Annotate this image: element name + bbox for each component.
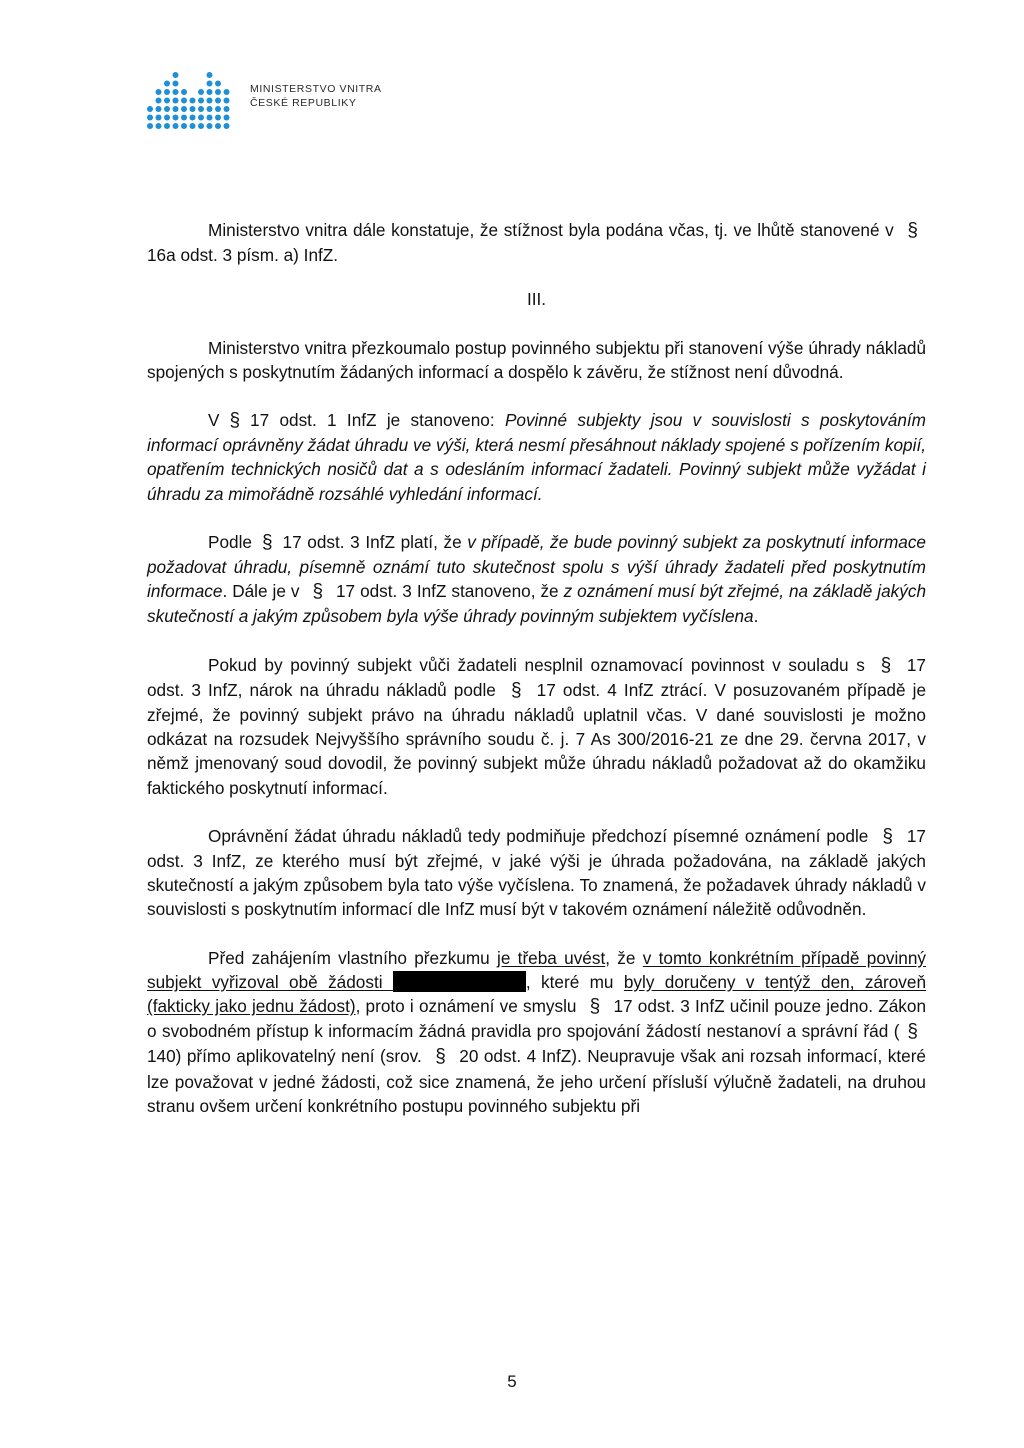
logo-dot xyxy=(198,115,204,121)
logo-dot xyxy=(198,98,204,104)
logo-dot xyxy=(224,123,230,129)
logo-dot xyxy=(173,123,179,129)
law-quotation: z oznámení musí být zřejmé, na základě jakých skutečností a jakým způsobem byla výše úhrady povinným subjektem vyčíslena xyxy=(147,581,927,627)
paragraph-notice-duty xyxy=(147,530,926,629)
logo-dot xyxy=(190,98,196,104)
text: 17 odst. 3 InfZ platí, že xyxy=(282,531,468,552)
logo-line-1: MINISTERSTVO VNITRA xyxy=(250,83,382,95)
logo-dot xyxy=(173,115,179,121)
law-quotation: v případě, že bude povinný subjekt za poskytnutí informace požadovat úhradu, písemně oznámí tuto skutečnost spolu s výší úhrady žadateli před poskytnutím informace xyxy=(147,531,926,602)
section-sign: § xyxy=(589,996,601,1018)
logo-dot xyxy=(224,106,230,112)
text: Pokud by povinný subjekt vůči žadateli nesplnil oznamovací povinnost v souladu s xyxy=(208,654,873,675)
logo-dot xyxy=(207,106,213,112)
logo-dot xyxy=(181,89,187,95)
logo-text xyxy=(250,82,382,110)
logo-dot xyxy=(215,98,221,104)
logo-dot xyxy=(181,106,187,112)
law-quotation: Povinné subjekty jsou v souvislosti s poskytováním informací oprávněny žádat úhradu ve výši, která nesmí přesáhnout náklady spojené s pořízením kopií, opatřením technických nosičů dat a s odesláním informací žadateli. Povinný subjekt může vyžádat i úhradu za mimořádně rozsáhlé vyhledání informací. xyxy=(147,410,927,504)
logo-dot xyxy=(215,89,221,95)
logo-dot xyxy=(156,123,162,129)
section-heading: III. xyxy=(526,289,547,310)
logo-dot xyxy=(190,106,196,112)
logo-dot xyxy=(147,123,153,129)
logo-dot xyxy=(173,98,179,104)
logo-dot xyxy=(164,115,170,121)
logo-dot xyxy=(164,106,170,112)
text: Oprávnění žádat úhradu nákladů tedy podmiňuje předchozí písemné oznámení podle xyxy=(208,825,875,846)
paragraph-review: Ministerstvo vnitra přezkoumalo postup povinného subjektu při stanovení výše úhrady nákladů spojených s poskytnutím žádaných informací a dospělo k závěru, že stížnost není důvodná. xyxy=(147,337,926,382)
text: V xyxy=(208,410,220,431)
logo-dot xyxy=(224,115,230,121)
ministry-dot-logo-icon xyxy=(146,62,246,132)
text: Ministerstvo vnitra dále konstatuje, že stížnost byla podána včas, tj. ve lhůtě stanovené v xyxy=(208,220,900,240)
logo-dot xyxy=(215,81,221,87)
text: 17 odst. 3 InfZ, nárok na úhradu nákladů podle xyxy=(147,654,926,700)
logo-line-2: ČESKÉ REPUBLIKY xyxy=(250,97,357,109)
logo-dot xyxy=(181,98,187,104)
paragraph-justification xyxy=(147,824,926,922)
logo-dot xyxy=(198,123,204,129)
logo-dot xyxy=(156,106,162,112)
text: . xyxy=(753,606,759,627)
text: 16a odst. 3 písm. a) InfZ. xyxy=(147,245,339,266)
underlined-text: v tomto konkrétním případě povinný subjekt vyřizoval obě žádosti xyxy=(147,947,927,992)
logo-dot xyxy=(215,115,221,121)
logo-dot xyxy=(224,89,230,95)
section-sign: § xyxy=(880,654,892,676)
section-sign: § xyxy=(907,1021,918,1043)
logo-dot xyxy=(207,81,213,87)
logo-dot xyxy=(215,123,221,129)
section-sign: § xyxy=(510,679,522,701)
text: 17 odst. 1 InfZ je stanoveno: xyxy=(250,410,505,431)
text: 17 odst. 3 InfZ, ze kterého musí být zřejmé, v jaké výši je úhrada požadována, na základě jakých skutečností a jakým způsobem byla tato výše vyčíslena. To znamená, že požadavek úhrady nákladů v souvislosti s poskytnutím informací dle InfZ musí být v takovém oznámení náležitě odůvodněn. xyxy=(147,825,926,920)
paragraph-court-ruling xyxy=(147,653,926,800)
logo-dot xyxy=(198,106,204,112)
logo-dot xyxy=(207,98,213,104)
logo-dot xyxy=(181,115,187,121)
document-body xyxy=(147,218,926,1118)
logo-dot xyxy=(164,89,170,95)
section-sign: § xyxy=(435,1046,446,1068)
section-sign: § xyxy=(229,410,241,432)
logo-dot xyxy=(190,115,196,121)
logo-dot xyxy=(164,123,170,129)
logo-dot xyxy=(190,123,196,129)
logo-dot xyxy=(215,106,221,112)
underlined-text: byly doručeny v tentýž den, zároveň (fakticky jako jednu žádost) xyxy=(147,971,926,1017)
section-sign: § xyxy=(882,825,893,847)
logo-dot xyxy=(164,98,170,104)
paragraph-law-quote xyxy=(147,408,926,506)
paragraph-joint-requests xyxy=(147,946,926,1118)
logo-dot xyxy=(224,98,230,104)
text: 20 odst. 4 InfZ). Neupravuje však ani rozsah informací, které lze považovat v jedné žádosti, což sice znamená, že jeho určení přísluší výlučně žadateli, na druhou stranu ovšem určení konkrétního postupu povinného subjektu při xyxy=(147,1046,926,1116)
underlined-text: je třeba uvést xyxy=(497,947,606,968)
text: 17 odst. 3 InfZ učinil pouze jedno. Zákon o svobodném přístup k informacím žádná pravidla pro spojování žádostí nestanoví a správní řád ( xyxy=(147,996,926,1042)
paragraph-timeliness xyxy=(147,218,926,267)
logo-dot xyxy=(173,106,179,112)
text: 17 odst. 3 InfZ stanoveno, že xyxy=(331,581,564,602)
logo-dot xyxy=(147,115,153,121)
text: , proto i oznámení ve smyslu xyxy=(355,996,582,1017)
text: , že xyxy=(605,947,643,968)
section-sign: § xyxy=(261,531,273,553)
text: 17 odst. 4 InfZ ztrácí. V posuzovaném případě je zřejmé, že povinný subjekt právo na úhradu nákladů uplatnil včas. V dané souvislosti je možno odkázat na rozsudek Nejvyššího správního soudu č. j. 7 As 300/2016-21 ze dne 29. června 2017, v němž jmenovaný soud dovodil, že povinný subjekt může úhradu nákladů požadovat až do okamžiku faktického poskytnutí informací. xyxy=(147,679,927,798)
section-sign: § xyxy=(312,581,324,603)
logo-dot xyxy=(164,81,170,87)
page-number: 5 xyxy=(507,1372,517,1391)
logo-dot xyxy=(173,89,179,95)
logo-dot xyxy=(181,123,187,129)
logo-dot xyxy=(173,72,179,78)
logo-dot xyxy=(156,89,162,95)
logo-dot xyxy=(147,106,153,112)
ministry-logo xyxy=(146,62,396,132)
logo-dot xyxy=(173,81,179,87)
logo-dot xyxy=(207,123,213,129)
section-sign: § xyxy=(907,220,918,241)
text: , které mu xyxy=(525,971,624,992)
logo-dot xyxy=(156,98,162,104)
logo-dot xyxy=(207,89,213,95)
logo-dot xyxy=(207,72,213,78)
text: . Dále je v xyxy=(222,581,305,602)
text: Před zahájením vlastního přezkumu xyxy=(208,947,498,968)
logo-dot xyxy=(156,115,162,121)
redaction-bar xyxy=(393,971,526,992)
logo-dot xyxy=(207,115,213,121)
text: Podle xyxy=(208,531,252,552)
text: 140) přímo aplikovatelný není (srov. xyxy=(147,1046,428,1067)
logo-dot xyxy=(198,89,204,95)
